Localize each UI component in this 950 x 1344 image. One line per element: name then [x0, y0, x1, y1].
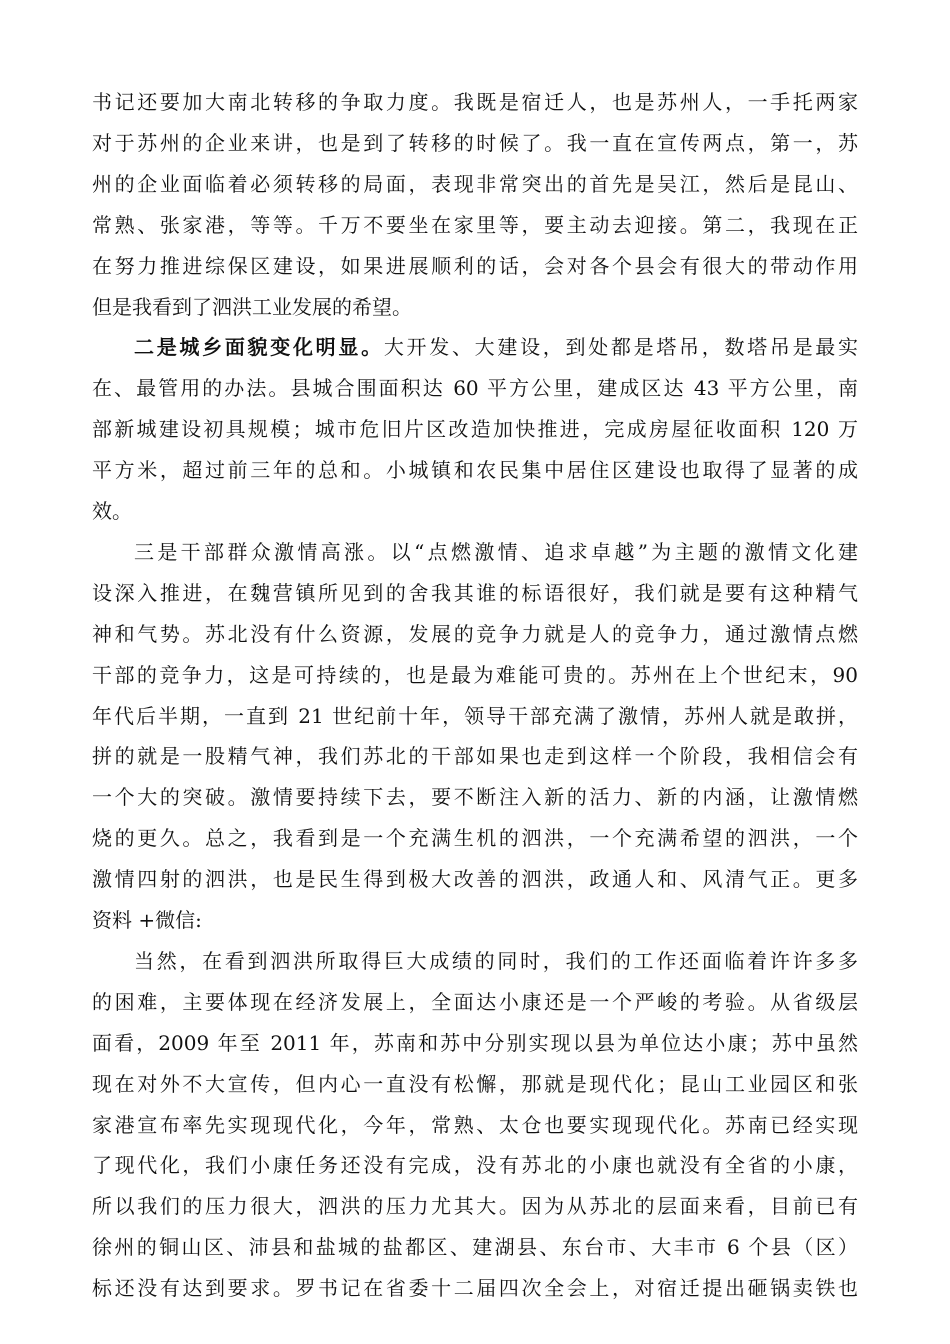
paragraph-text: 大开发、大建设，到处都是塔吊，数塔吊是最实: [383, 335, 859, 359]
paragraph-line: 常熟、张家港，等等。千万不要坐在家里等，要主动去迎接。第二，我现在正: [92, 213, 858, 237]
paragraph-line: 激情四射的泗洪，也是民生得到极大改善的泗洪，政通人和、风清气正。更多: [92, 867, 858, 891]
paragraph-line: 年代后半期，一直到 21 世纪前十年，领导干部充满了激情，苏州人就是敢拼，: [92, 704, 858, 728]
paragraph-line: 面看，2009 年至 2011 年，苏南和苏中分别实现以县为单位达小康；苏中虽然: [92, 1031, 858, 1055]
paragraph-line: 一个大的突破。激情要持续下去，要不断注入新的活力、新的内涵，让激情燃: [92, 785, 858, 809]
paragraph-line: 所以我们的压力很大，泗洪的压力尤其大。因为从苏北的层面来看，目前已有: [92, 1194, 858, 1218]
paragraph-line: 徐州的铜山区、沛县和盐城的盐都区、建湖县、东台市、大丰市 6 个县（区）: [92, 1235, 858, 1259]
paragraph-line: 在、最管用的办法。县城合围面积达 60 平方公里，建成区达 43 平方公里，南: [92, 376, 858, 400]
paragraph-line: 资料 +微信:: [92, 908, 202, 932]
paragraph-line: 当然，在看到泗洪所取得巨大成绩的同时，我们的工作还面临着许许多多: [134, 949, 858, 973]
paragraph-line: 效。: [92, 499, 132, 523]
paragraph-line: 拼的就是一股精气神，我们苏北的干部如果也走到这样一个阶段，我相信会有: [92, 744, 858, 768]
section-heading: 二是城乡面貌变化明显。: [134, 335, 384, 359]
paragraph-line: 但是我看到了泗洪工业发展的希望。: [92, 295, 412, 319]
paragraph-line: 现在对外不大宣传，但内心一直没有松懈，那就是现代化；昆山工业园区和张: [92, 1072, 858, 1096]
paragraph-line: 家港宣布率先实现现代化，今年，常熟、太仓也要实现现代化。苏南已经实现: [92, 1113, 858, 1137]
paragraph-line: 三是干部群众激情高涨。以“点燃激情、追求卓越”为主题的激情文化建: [134, 540, 858, 564]
paragraph-line: 书记还要加大南北转移的争取力度。我既是宿迁人，也是苏州人，一手托两家: [92, 90, 858, 114]
paragraph-line: 了现代化，我们小康任务还没有完成，没有苏北的小康也就没有全省的小康，: [92, 1153, 858, 1177]
paragraph-line: 部新城建设初具规模；城市危旧片区改造加快推进，完成房屋征收面积 120 万: [92, 417, 858, 441]
paragraph-line: 标还没有达到要求。罗书记在省委十二届四次全会上，对宿迁提出砸锅卖铁也: [92, 1276, 858, 1300]
paragraph-line: 设深入推进，在魏营镇所见到的舍我其谁的标语很好，我们就是要有这种精气: [92, 581, 858, 605]
paragraph-line: 平方米，超过前三年的总和。小城镇和农民集中居住区建设也取得了显著的成: [92, 458, 858, 482]
paragraph-line-heading: [134, 327, 858, 367]
paragraph-line: 烧的更久。总之，我看到是一个充满生机的泗洪，一个充满希望的泗洪，一个: [92, 826, 858, 850]
paragraph-line: 州的企业面临着必须转移的局面，表现非常突出的首先是吴江，然后是昆山、: [92, 172, 858, 196]
paragraph-line: 的困难，主要体现在经济发展上，全面达小康还是一个严峻的考验。从省级层: [92, 990, 858, 1014]
paragraph-line: 对于苏州的企业来讲，也是到了转移的时候了。我一直在宣传两点，第一，苏: [92, 131, 858, 155]
paragraph-line: 干部的竞争力，这是可持续的，也是最为难能可贵的。苏州在上个世纪末，90: [92, 663, 858, 687]
paragraph-line: 在努力推进综保区建设，如果进展顺利的话，会对各个县会有很大的带动作用: [92, 254, 858, 278]
paragraph-line: 神和气势。苏北没有什么资源，发展的竞争力就是人的竞争力，通过激情点燃: [92, 622, 858, 646]
